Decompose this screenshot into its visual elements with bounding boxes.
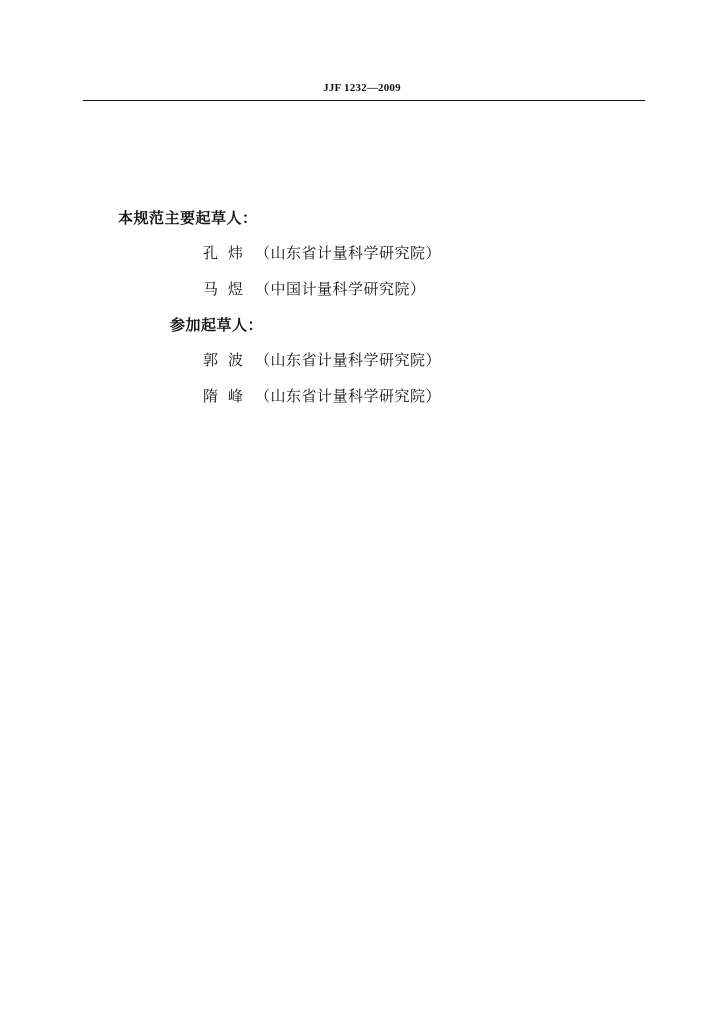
participating-drafters-heading: 参加起草人： [170, 316, 264, 334]
drafter-entry [203, 349, 441, 370]
drafter-entry [203, 385, 441, 406]
drafter-organization: （山东省计量科学研究院） [255, 244, 442, 262]
drafter-entry [203, 278, 426, 299]
drafter-organization: （山东省计量科学研究院） [255, 387, 442, 405]
standard-code: JJF 1232—2009 [323, 82, 401, 94]
drafter-name: 马煜 [203, 280, 254, 298]
drafter-organization: （山东省计量科学研究院） [255, 351, 442, 369]
drafter-name: 孔炜 [203, 244, 254, 262]
drafter-name: 郭波 [203, 351, 254, 369]
drafter-organization: （中国计量科学研究院） [255, 280, 426, 298]
drafter-name: 隋峰 [203, 387, 254, 405]
drafter-entry [203, 242, 441, 263]
header-rule [83, 100, 645, 101]
main-drafters-heading: 本规范主要起草人： [118, 209, 258, 227]
